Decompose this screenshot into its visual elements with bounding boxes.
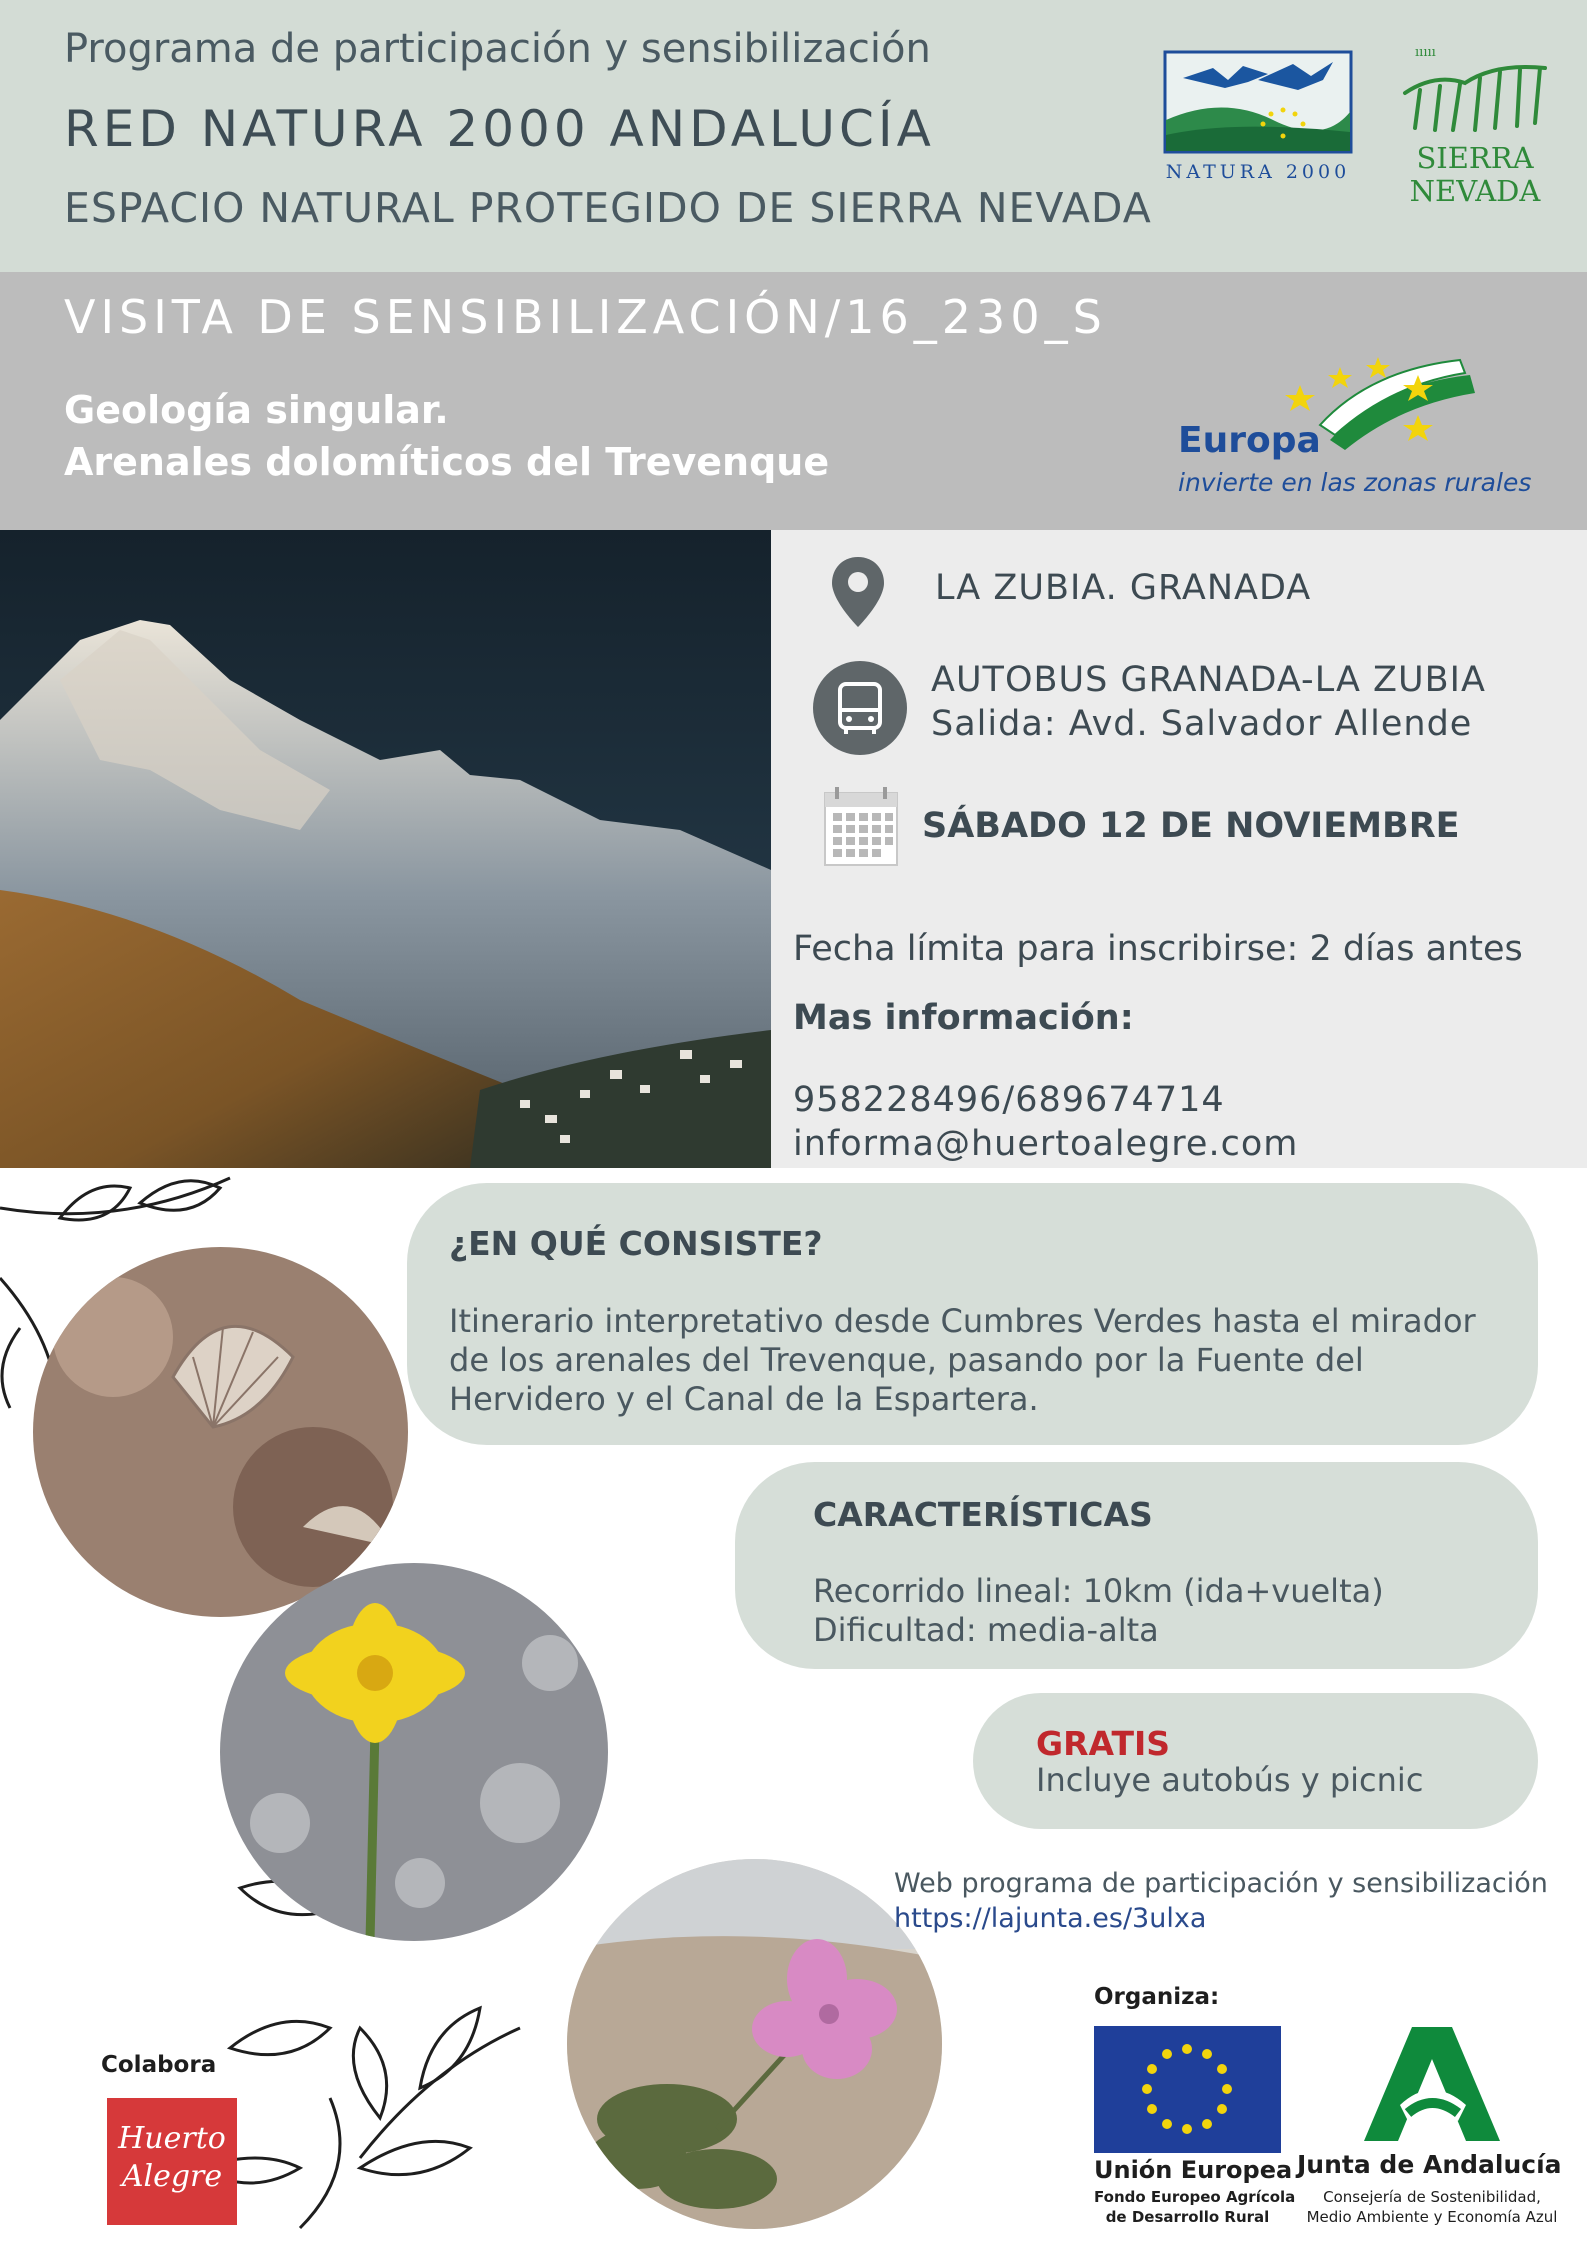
mountain-photo [0, 530, 771, 1168]
junta-department-line2: Medio Ambiente y Economía Azul [1306, 2208, 1558, 2226]
activity-title-line2: Arenales dolomíticos del Trevenque [64, 440, 830, 484]
natura-2000-logo [1163, 50, 1353, 183]
junta-andalucia-logo [1362, 2025, 1502, 2143]
huerto-logo-text-1: Huerto [118, 2121, 226, 2156]
europa-word: Europa [1178, 420, 1321, 461]
collaborator-label: Colabora [101, 2052, 217, 2078]
features-difficulty: Dificultad: media-alta [813, 1611, 1159, 1649]
calendar-icon [823, 785, 899, 867]
junta-department-line1: Consejería de Sostenibilidad, [1323, 2188, 1541, 2206]
eu-fund-line2: de Desarrollo Rural [1105, 2208, 1270, 2226]
location-text: LA ZUBIA. GRANADA [935, 568, 1312, 608]
more-info-label: Mas información: [793, 998, 1134, 1038]
junta-name: Junta de Andalucía [1297, 2150, 1562, 2179]
protected-space-name: ESPACIO NATURAL PROTEGIDO DE SIERRA NEVADA [64, 184, 1152, 232]
natura-2000-logo-text: NATURA 2000 [1165, 161, 1351, 183]
pink-flower-photo [567, 1859, 942, 2229]
contact-email[interactable]: informa@huertoalegre.com [793, 1124, 1299, 1164]
eu-name: Unión Europea [1094, 2156, 1293, 2184]
sierra-nevada-logo [1395, 38, 1555, 218]
event-date: SÁBADO 12 DE NOVIEMBRE [922, 806, 1460, 846]
svg-text:ııııı: ııııı [1415, 45, 1436, 60]
activity-title-line1: Geología singular. [64, 388, 449, 432]
web-label: Web programa de participación y sensibilización [894, 1868, 1548, 1899]
features-heading: CARACTERÍSTICAS [813, 1495, 1153, 1534]
description-body: Itinerario interpretativo desde Cumbres Verdes hasta el mirador de los arenales del Trevenque, pasando por la Fuente del Hervidero y el Canal de la Espartera. [449, 1302, 1476, 1418]
phone-numbers: 958228496/689674714 [793, 1080, 1225, 1120]
bus-line2: Salida: Avd. Salvador Allende [931, 704, 1473, 744]
huerto-logo-text-2: Alegre [121, 2159, 223, 2194]
fossil-shell-photo [33, 1247, 408, 1617]
europa-slogan: invierte en las zonas rurales [1178, 468, 1532, 497]
sierra-nevada-text-2: NEVADA [1409, 174, 1541, 208]
bus-icon [812, 660, 908, 756]
features-distance: Recorrido lineal: 10km (ida+vuelta) [813, 1572, 1384, 1610]
huerto-alegre-logo [107, 2098, 237, 2225]
europa-rural-logo [1170, 345, 1532, 505]
bus-line1: AUTOBUS GRANADA-LA ZUBIA [931, 660, 1486, 700]
location-pin-icon [830, 555, 886, 630]
program-subtitle: Programa de participación y sensibilización [64, 26, 931, 72]
organizer-label: Organiza: [1094, 1984, 1220, 2010]
eu-flag-icon [1094, 2026, 1281, 2153]
deadline-text: Fecha límita para inscribirse: 2 días antes [793, 929, 1523, 969]
price-free-label: GRATIS [1036, 1724, 1171, 1763]
activity-code: VISITA DE SENSIBILIZACIÓN/16_230_S [64, 290, 1107, 344]
sierra-nevada-text-1: SIERRA [1416, 141, 1534, 175]
price-includes: Incluye autobús y picnic [1036, 1761, 1424, 1799]
yellow-flower-photo [220, 1563, 608, 1941]
eu-fund-line1: Fondo Europeo Agrícola [1094, 2188, 1296, 2206]
description-heading: ¿EN QUÉ CONSISTE? [449, 1224, 823, 1263]
web-link[interactable]: https://lajunta.es/3ulxa [894, 1903, 1207, 1934]
program-title: RED NATURA 2000 ANDALUCÍA [64, 100, 935, 158]
